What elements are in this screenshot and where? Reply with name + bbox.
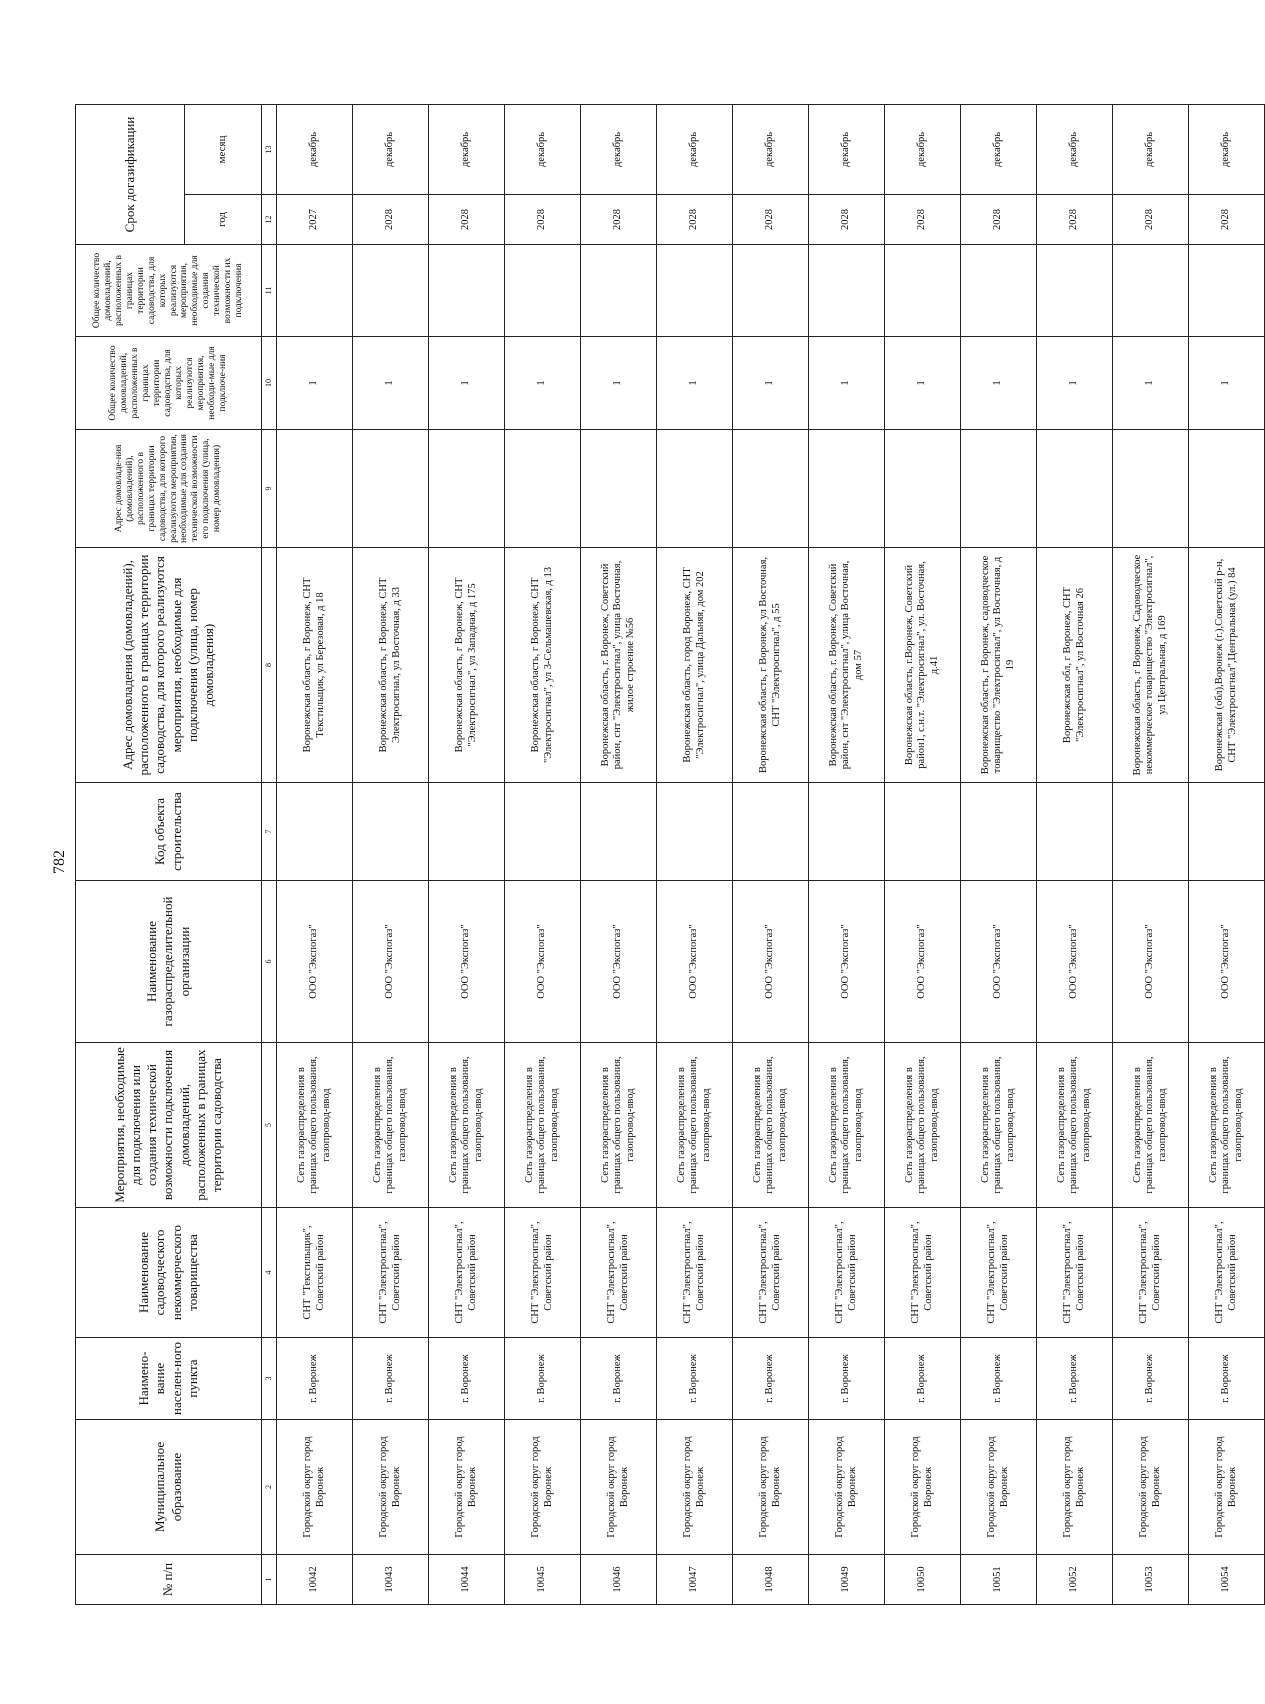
address-tech-cell bbox=[277, 430, 353, 548]
measure-cell: Сеть газораспределения в границах общего пользования, газопровод-ввод bbox=[1113, 1043, 1189, 1208]
month-cell: декабрь bbox=[277, 105, 353, 195]
year-cell: 2028 bbox=[733, 195, 809, 245]
column-number: 6 bbox=[262, 881, 277, 1043]
municipality-cell: Городской округ город Воронеж bbox=[353, 1420, 429, 1555]
address-cell: Воронежская обл, г Воронеж, СНТ "Электросигнал", ул Восточная 26 bbox=[1037, 548, 1113, 783]
count-tech-cell bbox=[733, 245, 809, 337]
count-tech-cell bbox=[581, 245, 657, 337]
column-number: 7 bbox=[262, 783, 277, 881]
address-cell: Воронежская область, город Воронеж, СНТ "Электросигнал", улица Дальняя, дом 202 bbox=[657, 548, 733, 783]
object-code-cell bbox=[809, 783, 885, 881]
count-tech-cell bbox=[505, 245, 581, 337]
row-number: 10042 bbox=[277, 1555, 353, 1605]
year-cell: 2028 bbox=[581, 195, 657, 245]
table-row bbox=[733, 105, 809, 1605]
header-count: Общее количество домовладений, расположенных в границах территории садоводства, для которых реализуются мероприятия, необходи-мые для подключе-ния bbox=[76, 337, 262, 430]
address-cell: Воронежская область, г. Воронеж, Советский район, снт "Электросигнал", улица Восточная, дом 57 bbox=[809, 548, 885, 783]
month-cell: декабрь bbox=[809, 105, 885, 195]
table-row bbox=[505, 105, 581, 1605]
address-cell: Воронежская область, г Воронеж, СНТ Электросигнал, ул Восточная, д 33 bbox=[353, 548, 429, 783]
column-numbers-row bbox=[262, 105, 277, 1605]
row-number: 10050 bbox=[885, 1555, 961, 1605]
table-row bbox=[961, 105, 1037, 1605]
column-number: 1 bbox=[262, 1555, 277, 1605]
column-number: 8 bbox=[262, 548, 277, 783]
measure-cell: Сеть газораспределения в границах общего пользования, газопровод-ввод bbox=[505, 1043, 581, 1208]
measure-cell: Сеть газораспределения в границах общего пользования, газопровод-ввод bbox=[581, 1043, 657, 1208]
settlement-cell: г. Воронеж bbox=[885, 1338, 961, 1420]
table-row bbox=[1189, 105, 1265, 1605]
municipality-cell: Городской округ город Воронеж bbox=[885, 1420, 961, 1555]
address-tech-cell bbox=[809, 430, 885, 548]
gas-org-cell: ООО "Экспогаз" bbox=[581, 881, 657, 1043]
year-cell: 2028 bbox=[961, 195, 1037, 245]
measure-cell: Сеть газораспределения в границах общего пользования, газопровод-ввод bbox=[809, 1043, 885, 1208]
address-cell: Воронежская область, г Воронеж, садоводческое товарищество "Электросигнал", ул Восточная, д 19 bbox=[961, 548, 1037, 783]
count-cell: 1 bbox=[277, 337, 353, 430]
municipality-cell: Городской округ город Воронеж bbox=[809, 1420, 885, 1555]
snt-cell: СНТ "Текстильщик", Советский район bbox=[277, 1208, 353, 1338]
gas-org-cell: ООО "Экспогаз" bbox=[961, 881, 1037, 1043]
column-number: 12 bbox=[262, 195, 277, 245]
count-cell: 1 bbox=[581, 337, 657, 430]
year-cell: 2028 bbox=[1189, 195, 1265, 245]
measure-cell: Сеть газораспределения в границах общего пользования, газопровод-ввод bbox=[733, 1043, 809, 1208]
count-cell: 1 bbox=[1113, 337, 1189, 430]
header-measures: Мероприятия, необходимые для подключения или создания технической возможности подключения домовладений, расположенных в границах территории садоводства bbox=[76, 1043, 262, 1208]
address-tech-cell bbox=[885, 430, 961, 548]
header-month: месяц bbox=[185, 105, 262, 195]
month-cell: декабрь bbox=[885, 105, 961, 195]
month-cell: декабрь bbox=[1189, 105, 1265, 195]
address-tech-cell bbox=[1189, 430, 1265, 548]
row-number: 10054 bbox=[1189, 1555, 1265, 1605]
settlement-cell: г. Воронеж bbox=[429, 1338, 505, 1420]
count-cell: 1 bbox=[1037, 337, 1113, 430]
measure-cell: Сеть газораспределения в границах общего пользования, газопровод-ввод bbox=[885, 1043, 961, 1208]
row-number: 10053 bbox=[1113, 1555, 1189, 1605]
month-cell: декабрь bbox=[581, 105, 657, 195]
count-cell: 1 bbox=[657, 337, 733, 430]
year-cell: 2028 bbox=[809, 195, 885, 245]
settlement-cell: г. Воронеж bbox=[733, 1338, 809, 1420]
gas-org-cell: ООО "Экспогаз" bbox=[733, 881, 809, 1043]
object-code-cell bbox=[1037, 783, 1113, 881]
month-cell: декабрь bbox=[1113, 105, 1189, 195]
header-settlement: Наимено-вание населен-ного пункта bbox=[76, 1338, 262, 1420]
address-cell: Воронежская область, г. Воронеж, Советский район, снт "Электросигнал", улица Восточная, жилое строение №56 bbox=[581, 548, 657, 783]
address-cell: Воронежская (обл),Воронеж (г.),Советский р-н, СНТ "Электросигнал",Центральная (ул.) 84 bbox=[1189, 548, 1265, 783]
address-tech-cell bbox=[1037, 430, 1113, 548]
snt-cell: СНТ "Электросигнал", Советский район bbox=[809, 1208, 885, 1338]
address-cell: Воронежская область, г Воронеж, СНТ "Электросигнал", ул Западная, д 175 bbox=[429, 548, 505, 783]
municipality-cell: Городской округ город Воронеж bbox=[277, 1420, 353, 1555]
table-row bbox=[581, 105, 657, 1605]
snt-cell: СНТ "Электросигнал", Советский район bbox=[581, 1208, 657, 1338]
count-tech-cell bbox=[353, 245, 429, 337]
count-tech-cell bbox=[885, 245, 961, 337]
measure-cell: Сеть газораспределения в границах общего пользования, газопровод-ввод bbox=[961, 1043, 1037, 1208]
table-row bbox=[657, 105, 733, 1605]
measure-cell: Сеть газораспределения в границах общего пользования, газопровод-ввод bbox=[1189, 1043, 1265, 1208]
count-tech-cell bbox=[961, 245, 1037, 337]
address-tech-cell bbox=[961, 430, 1037, 548]
municipality-cell: Городской округ город Воронеж bbox=[961, 1420, 1037, 1555]
object-code-cell bbox=[733, 783, 809, 881]
object-code-cell bbox=[505, 783, 581, 881]
address-tech-cell bbox=[733, 430, 809, 548]
count-tech-cell bbox=[1113, 245, 1189, 337]
count-cell: 1 bbox=[733, 337, 809, 430]
header-municipality: Муниципальное образование bbox=[76, 1420, 262, 1555]
settlement-cell: г. Воронеж bbox=[353, 1338, 429, 1420]
settlement-cell: г. Воронеж bbox=[961, 1338, 1037, 1420]
object-code-cell bbox=[581, 783, 657, 881]
address-tech-cell bbox=[657, 430, 733, 548]
count-cell: 1 bbox=[429, 337, 505, 430]
count-tech-cell bbox=[1037, 245, 1113, 337]
count-tech-cell bbox=[429, 245, 505, 337]
year-cell: 2028 bbox=[505, 195, 581, 245]
table-row bbox=[1113, 105, 1189, 1605]
measure-cell: Сеть газораспределения в границах общего пользования, газопровод-ввод bbox=[277, 1043, 353, 1208]
gas-org-cell: ООО "Экспогаз" bbox=[657, 881, 733, 1043]
header-address: Адрес домовладения (домовладений), расположенного в границах территории садоводства, для которого реализуются мероприятия, необходимые для подключения (улица, номер домовладения) bbox=[76, 548, 262, 783]
row-number: 10052 bbox=[1037, 1555, 1113, 1605]
month-cell: декабрь bbox=[961, 105, 1037, 195]
count-cell: 1 bbox=[961, 337, 1037, 430]
municipality-cell: Городской округ город Воронеж bbox=[505, 1420, 581, 1555]
settlement-cell: г. Воронеж bbox=[1113, 1338, 1189, 1420]
gas-org-cell: ООО "Экспогаз" bbox=[353, 881, 429, 1043]
header-snt: Наименование садоводческого некоммерческого товарищества bbox=[76, 1208, 262, 1338]
object-code-cell bbox=[1113, 783, 1189, 881]
snt-cell: СНТ "Электросигнал", Советский район bbox=[733, 1208, 809, 1338]
rotated-table-container bbox=[75, 105, 1244, 1605]
header-gas-org: Наименование газораспределительной организации bbox=[76, 881, 262, 1043]
snt-cell: СНТ "Электросигнал", Советский район bbox=[1037, 1208, 1113, 1338]
snt-cell: СНТ "Электросигнал", Советский район bbox=[353, 1208, 429, 1338]
address-tech-cell bbox=[429, 430, 505, 548]
address-cell: Воронежская область, г Воронеж, СНТ Текстильщик, ул Березовая, д 18 bbox=[277, 548, 353, 783]
month-cell: декабрь bbox=[353, 105, 429, 195]
object-code-cell bbox=[353, 783, 429, 881]
settlement-cell: г. Воронеж bbox=[1037, 1338, 1113, 1420]
measure-cell: Сеть газораспределения в границах общего пользования, газопровод-ввод bbox=[429, 1043, 505, 1208]
count-tech-cell bbox=[809, 245, 885, 337]
count-cell: 1 bbox=[1189, 337, 1265, 430]
address-cell: Воронежская область, г Воронеж, СНТ "Электросигнал", ул 3-Сельмашевская, д 13 bbox=[505, 548, 581, 783]
header-term: Срок догазификации bbox=[76, 105, 185, 245]
column-number: 10 bbox=[262, 337, 277, 430]
count-cell: 1 bbox=[885, 337, 961, 430]
settlement-cell: г. Воронеж bbox=[1189, 1338, 1265, 1420]
gas-org-cell: ООО "Экспогаз" bbox=[809, 881, 885, 1043]
column-number: 13 bbox=[262, 105, 277, 195]
year-cell: 2028 bbox=[657, 195, 733, 245]
table-row bbox=[353, 105, 429, 1605]
page-number: 782 bbox=[51, 850, 68, 874]
gas-org-cell: ООО "Экспогаз" bbox=[885, 881, 961, 1043]
header-num: № п/п bbox=[76, 1555, 262, 1605]
snt-cell: СНТ "Электросигнал", Советский район bbox=[429, 1208, 505, 1338]
month-cell: декабрь bbox=[1037, 105, 1113, 195]
gas-org-cell: ООО "Экспогаз" bbox=[505, 881, 581, 1043]
year-cell: 2028 bbox=[1113, 195, 1189, 245]
gas-org-cell: ООО "Экспогаз" bbox=[1113, 881, 1189, 1043]
gas-org-cell: ООО "Экспогаз" bbox=[429, 881, 505, 1043]
column-number: 5 bbox=[262, 1043, 277, 1208]
municipality-cell: Городской округ город Воронеж bbox=[1189, 1420, 1265, 1555]
year-cell: 2028 bbox=[1037, 195, 1113, 245]
object-code-cell bbox=[961, 783, 1037, 881]
measure-cell: Сеть газораспределения в границах общего пользования, газопровод-ввод bbox=[353, 1043, 429, 1208]
row-number: 10046 bbox=[581, 1555, 657, 1605]
object-code-cell bbox=[1189, 783, 1265, 881]
count-cell: 1 bbox=[353, 337, 429, 430]
row-number: 10051 bbox=[961, 1555, 1037, 1605]
table-row bbox=[809, 105, 885, 1605]
row-number: 10049 bbox=[809, 1555, 885, 1605]
municipality-cell: Городской округ город Воронеж bbox=[733, 1420, 809, 1555]
month-cell: декабрь bbox=[657, 105, 733, 195]
row-number: 10047 bbox=[657, 1555, 733, 1605]
snt-cell: СНТ "Электросигнал", Советский район bbox=[1113, 1208, 1189, 1338]
address-cell: Воронежская область, г Воронеж, ул Восточная, СНТ "Электросигнал", д 55 bbox=[733, 548, 809, 783]
row-number: 10045 bbox=[505, 1555, 581, 1605]
row-number: 10043 bbox=[353, 1555, 429, 1605]
municipality-cell: Городской округ город Воронеж bbox=[1113, 1420, 1189, 1555]
municipality-cell: Городской округ город Воронеж bbox=[429, 1420, 505, 1555]
municipality-cell: Городской округ город Воронеж bbox=[1037, 1420, 1113, 1555]
settlement-cell: г. Воронеж bbox=[505, 1338, 581, 1420]
address-tech-cell bbox=[581, 430, 657, 548]
column-number: 9 bbox=[262, 430, 277, 548]
month-cell: декабрь bbox=[429, 105, 505, 195]
column-number: 11 bbox=[262, 245, 277, 337]
snt-cell: СНТ "Электросигнал", Советский район bbox=[505, 1208, 581, 1338]
snt-cell: СНТ "Электросигнал", Советский район bbox=[885, 1208, 961, 1338]
snt-cell: СНТ "Электросигнал", Советский район bbox=[657, 1208, 733, 1338]
address-tech-cell bbox=[1113, 430, 1189, 548]
header-year: год bbox=[185, 195, 262, 245]
column-number: 3 bbox=[262, 1338, 277, 1420]
gas-org-cell: ООО "Экспогаз" bbox=[1037, 881, 1113, 1043]
measure-cell: Сеть газораспределения в границах общего пользования, газопровод-ввод bbox=[657, 1043, 733, 1208]
object-code-cell bbox=[657, 783, 733, 881]
settlement-cell: г. Воронеж bbox=[657, 1338, 733, 1420]
column-number: 4 bbox=[262, 1208, 277, 1338]
gas-org-cell: ООО "Экспогаз" bbox=[1189, 881, 1265, 1043]
table-row bbox=[429, 105, 505, 1605]
year-cell: 2028 bbox=[885, 195, 961, 245]
month-cell: декабрь bbox=[505, 105, 581, 195]
gasification-table bbox=[75, 104, 1265, 1605]
header-count-tech: Общее количество домовладений, расположенных в границах территории садоводства, для которых реализуются мероприятия, необходимые для создания технической возможности их подключения bbox=[76, 245, 262, 337]
settlement-cell: г. Воронеж bbox=[277, 1338, 353, 1420]
column-number: 2 bbox=[262, 1420, 277, 1555]
address-cell: Воронежская область, г.Воронеж, Советский район1, с.н.т. "Электросигнал", ул. Восточная, д.41 bbox=[885, 548, 961, 783]
settlement-cell: г. Воронеж bbox=[809, 1338, 885, 1420]
count-cell: 1 bbox=[505, 337, 581, 430]
object-code-cell bbox=[277, 783, 353, 881]
year-cell: 2027 bbox=[277, 195, 353, 245]
count-tech-cell bbox=[1189, 245, 1265, 337]
row-number: 10044 bbox=[429, 1555, 505, 1605]
measure-cell: Сеть газораспределения в границах общего пользования, газопровод-ввод bbox=[1037, 1043, 1113, 1208]
header-object-code: Код объекта строительства bbox=[76, 783, 262, 881]
count-tech-cell bbox=[657, 245, 733, 337]
settlement-cell: г. Воронеж bbox=[581, 1338, 657, 1420]
table-row bbox=[885, 105, 961, 1605]
address-cell: Воронежская область, г Воронеж, Садоводческое некоммерческое товарищество "Электросигнал", ул Центральная, д 169 bbox=[1113, 548, 1189, 783]
snt-cell: СНТ "Электросигнал", Советский район bbox=[1189, 1208, 1265, 1338]
snt-cell: СНТ "Электросигнал", Советский район bbox=[961, 1208, 1037, 1338]
gas-org-cell: ООО "Экспогаз" bbox=[277, 881, 353, 1043]
object-code-cell bbox=[429, 783, 505, 881]
address-tech-cell bbox=[505, 430, 581, 548]
municipality-cell: Городской округ город Воронеж bbox=[581, 1420, 657, 1555]
year-cell: 2028 bbox=[353, 195, 429, 245]
count-cell: 1 bbox=[809, 337, 885, 430]
object-code-cell bbox=[885, 783, 961, 881]
municipality-cell: Городской округ город Воронеж bbox=[657, 1420, 733, 1555]
address-tech-cell bbox=[353, 430, 429, 548]
year-cell: 2028 bbox=[429, 195, 505, 245]
month-cell: декабрь bbox=[733, 105, 809, 195]
table-row bbox=[277, 105, 353, 1605]
header-address-tech: Адрес домовладе-ния (домовладений), расположенного в границах территории садоводства, для которого реализуются мероприятия, необходимые для создания технической возможности его подключения (улица, номер домовладения) bbox=[76, 430, 262, 548]
table-row bbox=[1037, 105, 1113, 1605]
row-number: 10048 bbox=[733, 1555, 809, 1605]
count-tech-cell bbox=[277, 245, 353, 337]
